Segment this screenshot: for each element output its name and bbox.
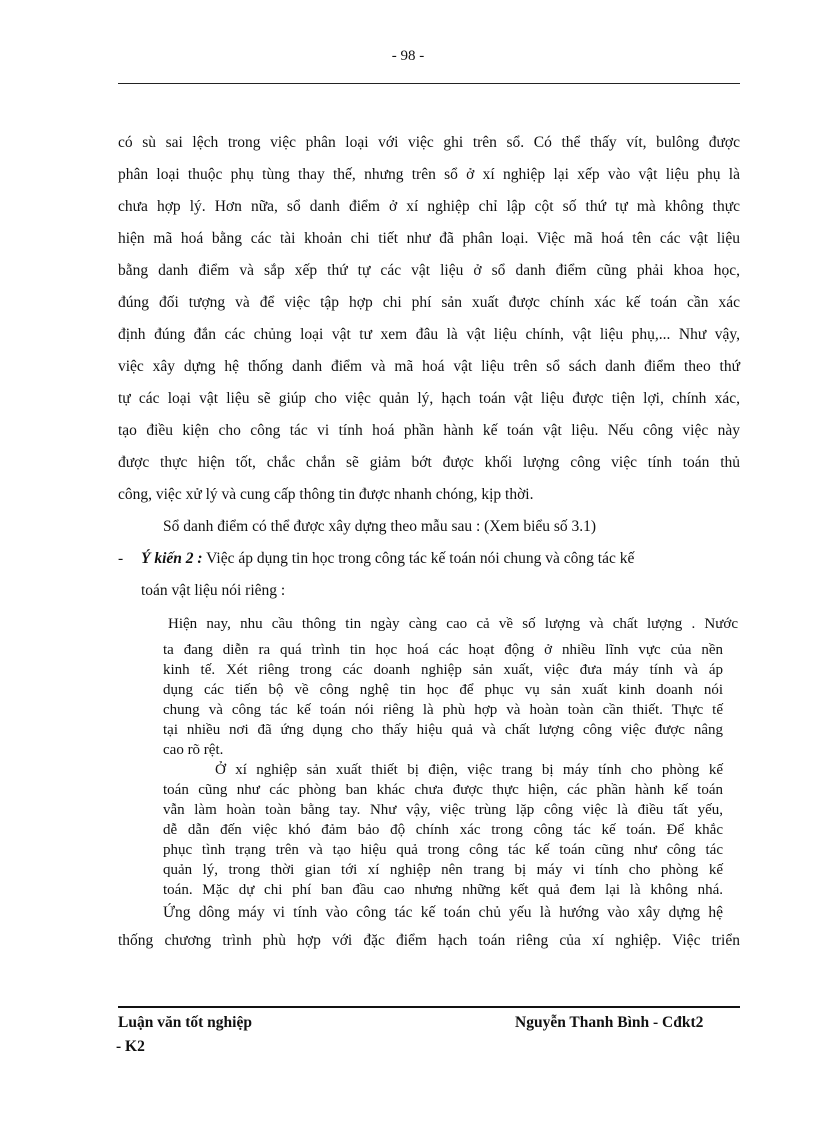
text-line: định đúng đắn các chủng loại vật tư xem đâu là vật liệu chính, vật liệu phụ,... Như vậy, [118,326,740,343]
text-line: quản lý, trong thời gian tới xí nghiệp nên trang bị máy vi tính cho phòng kế [163,862,723,878]
footer-rule [118,1006,740,1008]
footer-author: Nguyễn Thanh Bình - Cđkt2 [515,1014,704,1031]
text-line: tạo điều kiện cho công tác vi tính hoá phần hành kế toán vật liệu. Nếu công việc này [118,422,740,439]
text-line: tự các loại vật liệu sẽ giúp cho việc quản lý, hạch toán vật liệu được tiện lợi, chính xác, [118,390,740,407]
text-line: Ứng dông máy vi tính vào công tác kế toán chủ yếu là hướng vào xây dựng hệ [163,904,723,921]
text-line: được thực hiện tốt, chắc chắn sẽ giảm bớt được khối lượng công việc tính toán thủ [118,454,740,471]
text-line: toán. Mặc dự chi phí ban đầu cao nhưng những kết quả đem lại là không nhá. [163,882,723,898]
text-line: dụng các tiến bộ về công nghệ tin học để phục vụ sản xuất kinh doanh nói [163,682,723,698]
text-line: phân loại thuộc phụ tùng thay thế, nhưng trên sổ ở xí nghiệp lại xếp vào vật liệu phụ là [118,166,740,183]
text-line: chưa hợp lý. Hơn nữa, sổ danh điểm ở xí nghiệp chỉ lập cột số thứ tự mà không thực [118,198,740,215]
text-line: Hiện nay, nhu cầu thông tin ngày càng cao cả về số lượng và chất lượng . Nước [168,616,738,632]
bullet-text: Việc áp dụng tin học trong công tác kế toán nói chung và công tác kế [202,550,635,567]
text-line: dễ dẫn đến việc khó đảm bảo độ chính xác trong công tác kế toán. Để khắc [163,822,723,838]
text-line: kinh tế. Xét riêng trong các doanh nghiệp sản xuất, việc đưa máy tính và áp [163,662,723,678]
bullet-marker: - [118,550,124,567]
text-line: bằng danh điểm và sắp xếp thứ tự các vật liệu ở sổ danh điểm cũng phải khoa học, [118,262,740,279]
text-line: hiện mã hoá bằng các tài khoản chi tiết như đã phân loại. Việc mã hoá tên các vật liệu [118,230,740,247]
text-line: cao rõ rệt. [163,742,224,758]
text-line: chung và công tác kế toán nói riêng là phù hợp và hoàn toàn cần thiết. Thực tế [163,702,723,718]
text-line: phục tình trạng trên và tạo hiệu quả trong công tác kế toán cũng như công tác [163,842,723,858]
text-line: việc xây dựng hệ thống danh điểm và mã hoá vật liệu trên sổ sách danh điểm theo thứ [118,358,740,375]
text-line: thống chương trình phù hợp với đặc điểm hạch toán riêng của xí nghiệp. Việc triển [118,932,740,949]
text-line: Ở xí nghiệp sản xuất thiết bị điện, việc trang bị máy tính cho phòng kế [215,762,723,778]
text-line: công, việc xử lý và cung cấp thông tin được nhanh chóng, kịp thời. [118,486,534,503]
text-line: đúng đối tượng và để việc tập hợp chi phí sản xuất được chính xác kế toán cần xác [118,294,740,311]
paragraph-2: Sổ danh điểm có thể được xây dựng theo mẫu sau : (Xem biểu số 3.1) [163,518,597,535]
text-line: ta đang diễn ra quá trình tin học hoá các hoạt động ở nhiều lĩnh vực của nền [163,642,723,658]
bullet-line-2: toán vật liệu nói riêng : [141,582,286,599]
text-line: tại nhiều nơi đã ứng dụng cho thấy hiệu quả và chất lượng công việc được nâng [163,722,723,738]
page-number: - 98 - [391,48,425,64]
text-line: vẫn làm hoàn toàn bằng tay. Như vậy, việc trùng lặp công việc là điều tất yếu, [163,802,723,818]
text-line: toán cũng như các phòng ban khác chưa được thực hiện, các phần hành kế toán [163,782,723,798]
text-line: có sù sai lệch trong việc phân loại với việc ghi trên sổ. Có thể thấy vít, bulông được [118,134,740,151]
footer-class-label: - K2 [116,1038,145,1055]
opinion-label: Ý kiến 2 : [141,550,203,567]
footer-thesis-label: Luận văn tốt nghiệp [118,1014,252,1031]
header-rule [118,83,740,84]
bullet-line-1 [141,550,740,568]
